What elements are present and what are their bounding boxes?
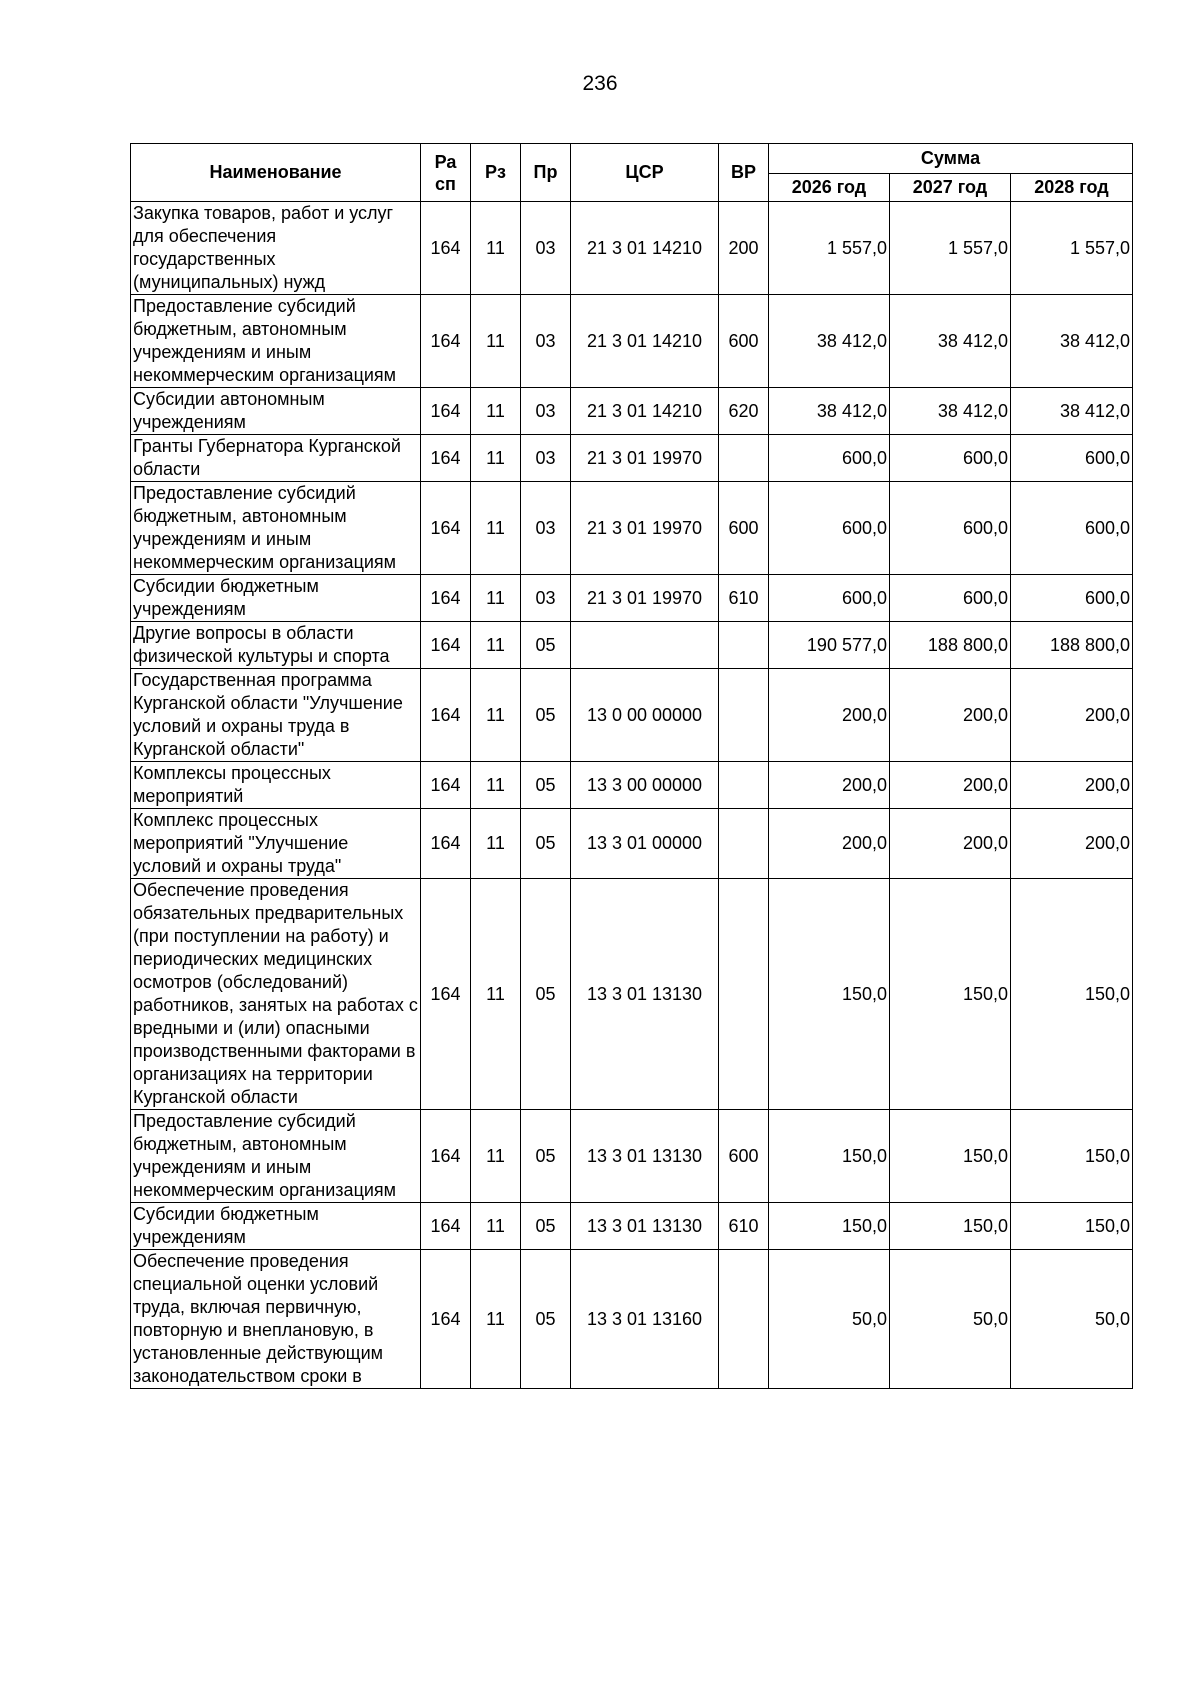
table-header bbox=[131, 144, 1133, 202]
cell-sum-2027: 150,0 bbox=[890, 879, 1011, 1110]
cell-sum-2026: 150,0 bbox=[769, 1110, 890, 1203]
cell-rz: 11 bbox=[471, 575, 521, 622]
cell-csr: 21 3 01 19970 bbox=[571, 575, 719, 622]
cell-sum-2026: 200,0 bbox=[769, 762, 890, 809]
cell-sum-2027: 600,0 bbox=[890, 482, 1011, 575]
cell-vr bbox=[719, 622, 769, 669]
cell-pr: 05 bbox=[521, 1203, 571, 1250]
cell-name: Субсидии бюджетным учреждениям bbox=[131, 575, 421, 622]
table-row bbox=[131, 295, 1133, 388]
cell-sum-2026: 190 577,0 bbox=[769, 622, 890, 669]
cell-csr: 13 3 01 13130 bbox=[571, 1110, 719, 1203]
table-row bbox=[131, 879, 1133, 1110]
cell-name: Предоставление субсидий бюджетным, автономным учреждениям и иным некоммерческим организациям bbox=[131, 482, 421, 575]
cell-sum-2028: 38 412,0 bbox=[1011, 295, 1133, 388]
cell-rasp: 164 bbox=[421, 482, 471, 575]
cell-rz: 11 bbox=[471, 762, 521, 809]
cell-name: Государственная программа Курганской области "Улучшение условий и охраны труда в Курганской области" bbox=[131, 669, 421, 762]
cell-pr: 03 bbox=[521, 388, 571, 435]
cell-pr: 05 bbox=[521, 879, 571, 1110]
cell-name: Другие вопросы в области физической культуры и спорта bbox=[131, 622, 421, 669]
cell-sum-2028: 188 800,0 bbox=[1011, 622, 1133, 669]
cell-rz: 11 bbox=[471, 1110, 521, 1203]
cell-vr: 620 bbox=[719, 388, 769, 435]
cell-rz: 11 bbox=[471, 622, 521, 669]
cell-rz: 11 bbox=[471, 202, 521, 295]
cell-rasp: 164 bbox=[421, 669, 471, 762]
cell-vr: 600 bbox=[719, 1110, 769, 1203]
cell-sum-2028: 200,0 bbox=[1011, 669, 1133, 762]
header-year-2028: 2028 год bbox=[1011, 174, 1133, 202]
cell-sum-2028: 1 557,0 bbox=[1011, 202, 1133, 295]
cell-vr bbox=[719, 669, 769, 762]
cell-rz: 11 bbox=[471, 1250, 521, 1389]
cell-rasp: 164 bbox=[421, 435, 471, 482]
budget-table bbox=[130, 143, 1133, 1389]
table-row bbox=[131, 388, 1133, 435]
cell-rz: 11 bbox=[471, 482, 521, 575]
cell-sum-2026: 200,0 bbox=[769, 669, 890, 762]
cell-pr: 05 bbox=[521, 622, 571, 669]
cell-sum-2026: 38 412,0 bbox=[769, 388, 890, 435]
cell-name: Комплексы процессных мероприятий bbox=[131, 762, 421, 809]
cell-csr: 21 3 01 14210 bbox=[571, 202, 719, 295]
cell-vr bbox=[719, 809, 769, 879]
cell-sum-2028: 600,0 bbox=[1011, 435, 1133, 482]
cell-rasp: 164 bbox=[421, 762, 471, 809]
cell-pr: 03 bbox=[521, 202, 571, 295]
cell-sum-2027: 188 800,0 bbox=[890, 622, 1011, 669]
header-year-2026: 2026 год bbox=[769, 174, 890, 202]
cell-pr: 03 bbox=[521, 295, 571, 388]
cell-vr bbox=[719, 879, 769, 1110]
cell-rz: 11 bbox=[471, 879, 521, 1110]
cell-pr: 03 bbox=[521, 575, 571, 622]
cell-sum-2027: 200,0 bbox=[890, 669, 1011, 762]
cell-rz: 11 bbox=[471, 669, 521, 762]
table-row bbox=[131, 622, 1133, 669]
cell-sum-2028: 38 412,0 bbox=[1011, 388, 1133, 435]
cell-csr: 21 3 01 14210 bbox=[571, 295, 719, 388]
table-row bbox=[131, 435, 1133, 482]
cell-name: Комплекс процессных мероприятий "Улучшение условий и охраны труда" bbox=[131, 809, 421, 879]
cell-pr: 03 bbox=[521, 435, 571, 482]
cell-sum-2026: 600,0 bbox=[769, 575, 890, 622]
table-row bbox=[131, 575, 1133, 622]
cell-csr bbox=[571, 622, 719, 669]
cell-vr: 610 bbox=[719, 1203, 769, 1250]
cell-rasp: 164 bbox=[421, 295, 471, 388]
cell-name: Предоставление субсидий бюджетным, автономным учреждениям и иным некоммерческим организациям bbox=[131, 295, 421, 388]
cell-csr: 13 3 01 13130 bbox=[571, 1203, 719, 1250]
cell-sum-2027: 150,0 bbox=[890, 1110, 1011, 1203]
cell-name: Субсидии бюджетным учреждениям bbox=[131, 1203, 421, 1250]
cell-vr bbox=[719, 1250, 769, 1389]
cell-sum-2026: 600,0 bbox=[769, 482, 890, 575]
cell-sum-2027: 150,0 bbox=[890, 1203, 1011, 1250]
cell-csr: 21 3 01 14210 bbox=[571, 388, 719, 435]
table-row bbox=[131, 1250, 1133, 1389]
cell-sum-2027: 600,0 bbox=[890, 435, 1011, 482]
cell-csr: 21 3 01 19970 bbox=[571, 435, 719, 482]
cell-vr bbox=[719, 762, 769, 809]
cell-rasp: 164 bbox=[421, 575, 471, 622]
cell-rz: 11 bbox=[471, 1203, 521, 1250]
table-body bbox=[131, 202, 1133, 1389]
cell-pr: 05 bbox=[521, 1250, 571, 1389]
cell-rasp: 164 bbox=[421, 879, 471, 1110]
cell-vr: 600 bbox=[719, 295, 769, 388]
header-vr: ВР bbox=[719, 144, 769, 202]
cell-pr: 05 bbox=[521, 669, 571, 762]
cell-name: Обеспечение проведения обязательных предварительных (при поступлении на работу) и периодических медицинских осмотров (обследований) работников, занятых на работах с вредными и (или) опасными производственными факторами в организациях на территории Курганской области bbox=[131, 879, 421, 1110]
cell-sum-2026: 50,0 bbox=[769, 1250, 890, 1389]
cell-vr: 200 bbox=[719, 202, 769, 295]
cell-rasp: 164 bbox=[421, 1250, 471, 1389]
cell-name: Субсидии автономным учреждениям bbox=[131, 388, 421, 435]
page-number: 236 bbox=[582, 72, 618, 95]
cell-csr: 13 3 01 13130 bbox=[571, 879, 719, 1110]
header-name: Наименование bbox=[131, 144, 421, 202]
cell-sum-2026: 1 557,0 bbox=[769, 202, 890, 295]
cell-name: Гранты Губернатора Курганской области bbox=[131, 435, 421, 482]
cell-rz: 11 bbox=[471, 388, 521, 435]
cell-vr: 600 bbox=[719, 482, 769, 575]
table-row bbox=[131, 762, 1133, 809]
table-row bbox=[131, 1110, 1133, 1203]
cell-sum-2028: 600,0 bbox=[1011, 482, 1133, 575]
cell-rz: 11 bbox=[471, 435, 521, 482]
cell-rasp: 164 bbox=[421, 202, 471, 295]
cell-pr: 05 bbox=[521, 762, 571, 809]
cell-pr: 05 bbox=[521, 1110, 571, 1203]
header-sum: Сумма bbox=[769, 144, 1133, 174]
cell-sum-2028: 200,0 bbox=[1011, 809, 1133, 879]
cell-sum-2027: 600,0 bbox=[890, 575, 1011, 622]
cell-sum-2027: 200,0 bbox=[890, 762, 1011, 809]
header-rz: Рз bbox=[471, 144, 521, 202]
cell-sum-2026: 150,0 bbox=[769, 1203, 890, 1250]
cell-vr bbox=[719, 435, 769, 482]
cell-csr: 13 3 01 13160 bbox=[571, 1250, 719, 1389]
cell-name: Обеспечение проведения специальной оценки условий труда, включая первичную, повторную и внеплановую, в установленные действующим законодательством сроки в bbox=[131, 1250, 421, 1389]
header-rasp: Ра сп bbox=[421, 144, 471, 202]
cell-vr: 610 bbox=[719, 575, 769, 622]
cell-sum-2028: 150,0 bbox=[1011, 1203, 1133, 1250]
cell-sum-2027: 50,0 bbox=[890, 1250, 1011, 1389]
cell-pr: 03 bbox=[521, 482, 571, 575]
cell-sum-2027: 38 412,0 bbox=[890, 388, 1011, 435]
cell-rasp: 164 bbox=[421, 388, 471, 435]
cell-rasp: 164 bbox=[421, 1110, 471, 1203]
cell-sum-2027: 38 412,0 bbox=[890, 295, 1011, 388]
cell-rz: 11 bbox=[471, 295, 521, 388]
cell-sum-2028: 150,0 bbox=[1011, 879, 1133, 1110]
cell-sum-2026: 150,0 bbox=[769, 879, 890, 1110]
cell-sum-2028: 600,0 bbox=[1011, 575, 1133, 622]
cell-name: Закупка товаров, работ и услуг для обеспечения государственных (муниципальных) нужд bbox=[131, 202, 421, 295]
cell-sum-2026: 38 412,0 bbox=[769, 295, 890, 388]
cell-csr: 21 3 01 19970 bbox=[571, 482, 719, 575]
cell-csr: 13 3 00 00000 bbox=[571, 762, 719, 809]
cell-rasp: 164 bbox=[421, 809, 471, 879]
cell-sum-2026: 600,0 bbox=[769, 435, 890, 482]
cell-sum-2027: 1 557,0 bbox=[890, 202, 1011, 295]
cell-sum-2027: 200,0 bbox=[890, 809, 1011, 879]
table-row bbox=[131, 1203, 1133, 1250]
cell-pr: 05 bbox=[521, 809, 571, 879]
table-row bbox=[131, 482, 1133, 575]
cell-rasp: 164 bbox=[421, 622, 471, 669]
table-row bbox=[131, 809, 1133, 879]
header-year-2027: 2027 год bbox=[890, 174, 1011, 202]
cell-sum-2028: 150,0 bbox=[1011, 1110, 1133, 1203]
cell-sum-2026: 200,0 bbox=[769, 809, 890, 879]
cell-sum-2028: 50,0 bbox=[1011, 1250, 1133, 1389]
table-row bbox=[131, 202, 1133, 295]
cell-rasp: 164 bbox=[421, 1203, 471, 1250]
cell-sum-2028: 200,0 bbox=[1011, 762, 1133, 809]
cell-name: Предоставление субсидий бюджетным, автономным учреждениям и иным некоммерческим организациям bbox=[131, 1110, 421, 1203]
cell-csr: 13 3 01 00000 bbox=[571, 809, 719, 879]
header-csr: ЦСР bbox=[571, 144, 719, 202]
header-pr: Пр bbox=[521, 144, 571, 202]
cell-rz: 11 bbox=[471, 809, 521, 879]
table-row bbox=[131, 669, 1133, 762]
cell-csr: 13 0 00 00000 bbox=[571, 669, 719, 762]
